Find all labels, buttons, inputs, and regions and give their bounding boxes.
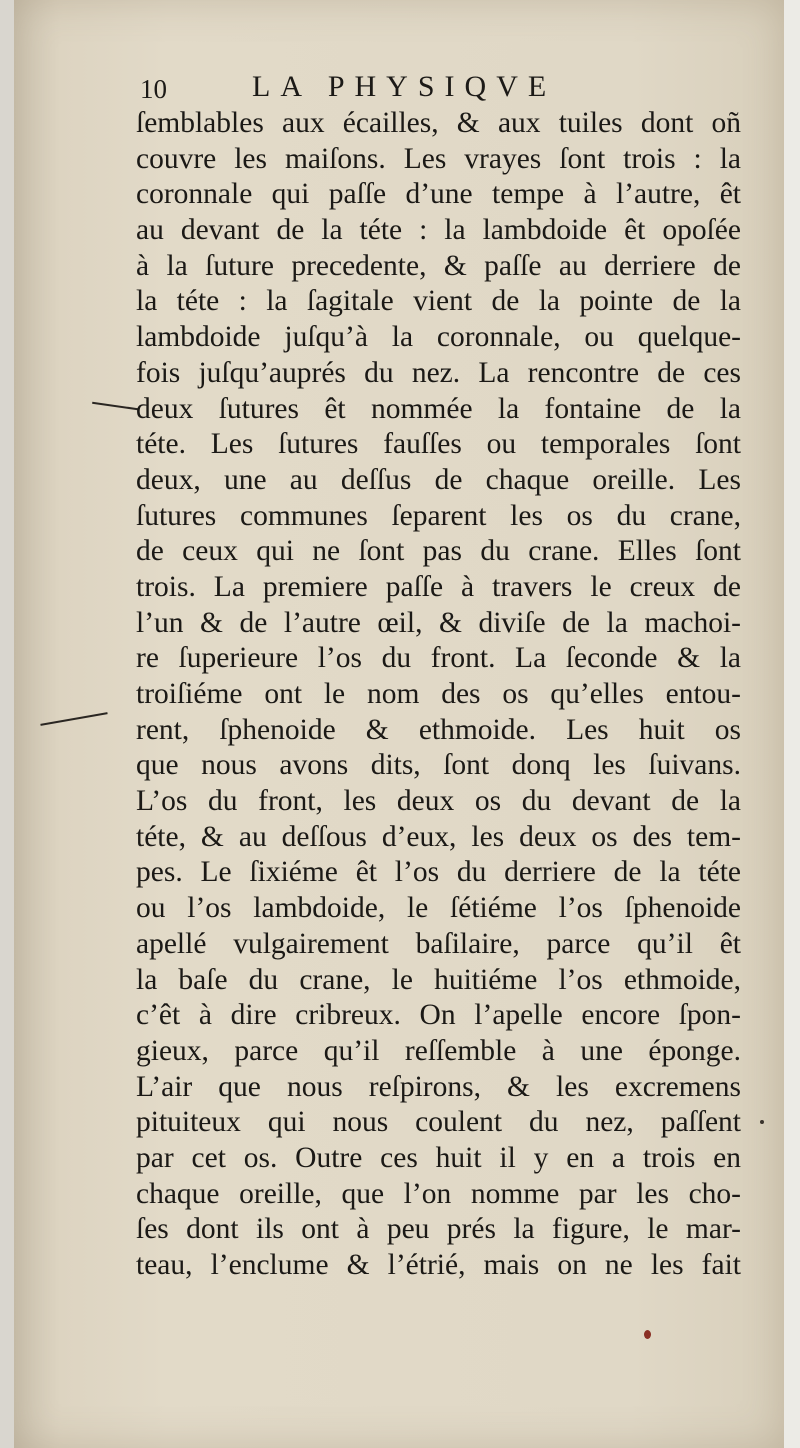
text-line: trois. La premiere paſſe à travers le creux de xyxy=(136,570,741,603)
text-line: à la ſuture precedente, & paſſe au derriere de xyxy=(136,249,741,282)
text-line: la téte : la ſagitale vient de la pointe de la xyxy=(136,285,741,318)
page-edge xyxy=(784,0,800,1448)
text-line: ſemblables aux écailles, & aux tuiles dont oñ xyxy=(136,107,741,139)
body-text xyxy=(136,106,741,1284)
text-line: fois juſqu’auprés du nez. La rencontre de ces xyxy=(136,356,741,389)
text-line: que nous avons dits, ſont donq les ſuivans. xyxy=(136,749,741,782)
text-line: L’os du front, les deux os du devant de la xyxy=(136,785,741,818)
text-line: deux, une au deſſus de chaque oreille. Les xyxy=(136,463,741,496)
text-line: lambdoide juſqu’à la coronnale, ou quelque- xyxy=(136,321,741,354)
text-line: deux ſutures êt nommée la fontaine de la xyxy=(136,392,741,425)
text-line: apellé vulgairement baſilaire, parce qu’il êt xyxy=(136,927,741,960)
text-line: troiſiéme ont le nom des os qu’elles entou- xyxy=(136,678,741,710)
text-line: couvre les maiſons. Les vrayes ſont trois : la xyxy=(136,142,741,175)
ink-speck xyxy=(644,1330,651,1339)
text-line: chaque oreille, que l’on nomme par les cho- xyxy=(136,1177,741,1210)
text-line: teau, l’enclume & l’étrié, mais on ne les fait xyxy=(136,1249,741,1281)
text-line: re ſuperieure l’os du front. La ſeconde & la xyxy=(136,642,741,675)
text-line: rent, ſphenoide & ethmoide. Les huit os xyxy=(136,713,741,746)
text-line: pes. Le ſixiéme êt l’os du derriere de la téte xyxy=(136,856,741,889)
text-line: pituiteux qui nous coulent du nez, paſſent xyxy=(136,1106,741,1139)
text-line: de ceux qui ne ſont pas du crane. Elles ſont xyxy=(136,535,741,568)
text-line: téte, & au deſſous d’eux, les deux os des tem- xyxy=(136,820,741,853)
text-line: ſes dont ils ont à peu prés la figure, le mar- xyxy=(136,1213,741,1246)
running-head: LA PHYSIQVE xyxy=(252,70,557,103)
page-number: 10 xyxy=(140,74,167,104)
text-line: ou l’os lambdoide, le ſétiéme l’os ſphenoide xyxy=(136,892,741,925)
text-line: c’êt à dire cribreux. On l’apelle encore ſpon- xyxy=(136,999,741,1032)
text-line: téte. Les ſutures fauſſes ou temporales ſont xyxy=(136,428,741,461)
text-line: par cet os. Outre ces huit il y en a trois en xyxy=(136,1141,741,1174)
text-line: la baſe du crane, le huitiéme l’os ethmoide, xyxy=(136,963,741,996)
text-line: ſutures communes ſeparent les os du crane, xyxy=(136,499,741,532)
ink-speck xyxy=(760,1120,764,1124)
text-line: au devant de la téte : la lambdoide êt opoſée xyxy=(136,214,741,247)
text-line: gieux, parce qu’il reſſemble à une éponge. xyxy=(136,1034,741,1067)
text-line: l’un & de l’autre œil, & diviſe de la machoi- xyxy=(136,606,741,639)
text-line: L’air que nous reſpirons, & les excremens xyxy=(136,1070,741,1103)
page-header xyxy=(140,70,740,110)
text-line: coronnale qui paſſe d’une tempe à l’autre, êt xyxy=(136,178,741,211)
